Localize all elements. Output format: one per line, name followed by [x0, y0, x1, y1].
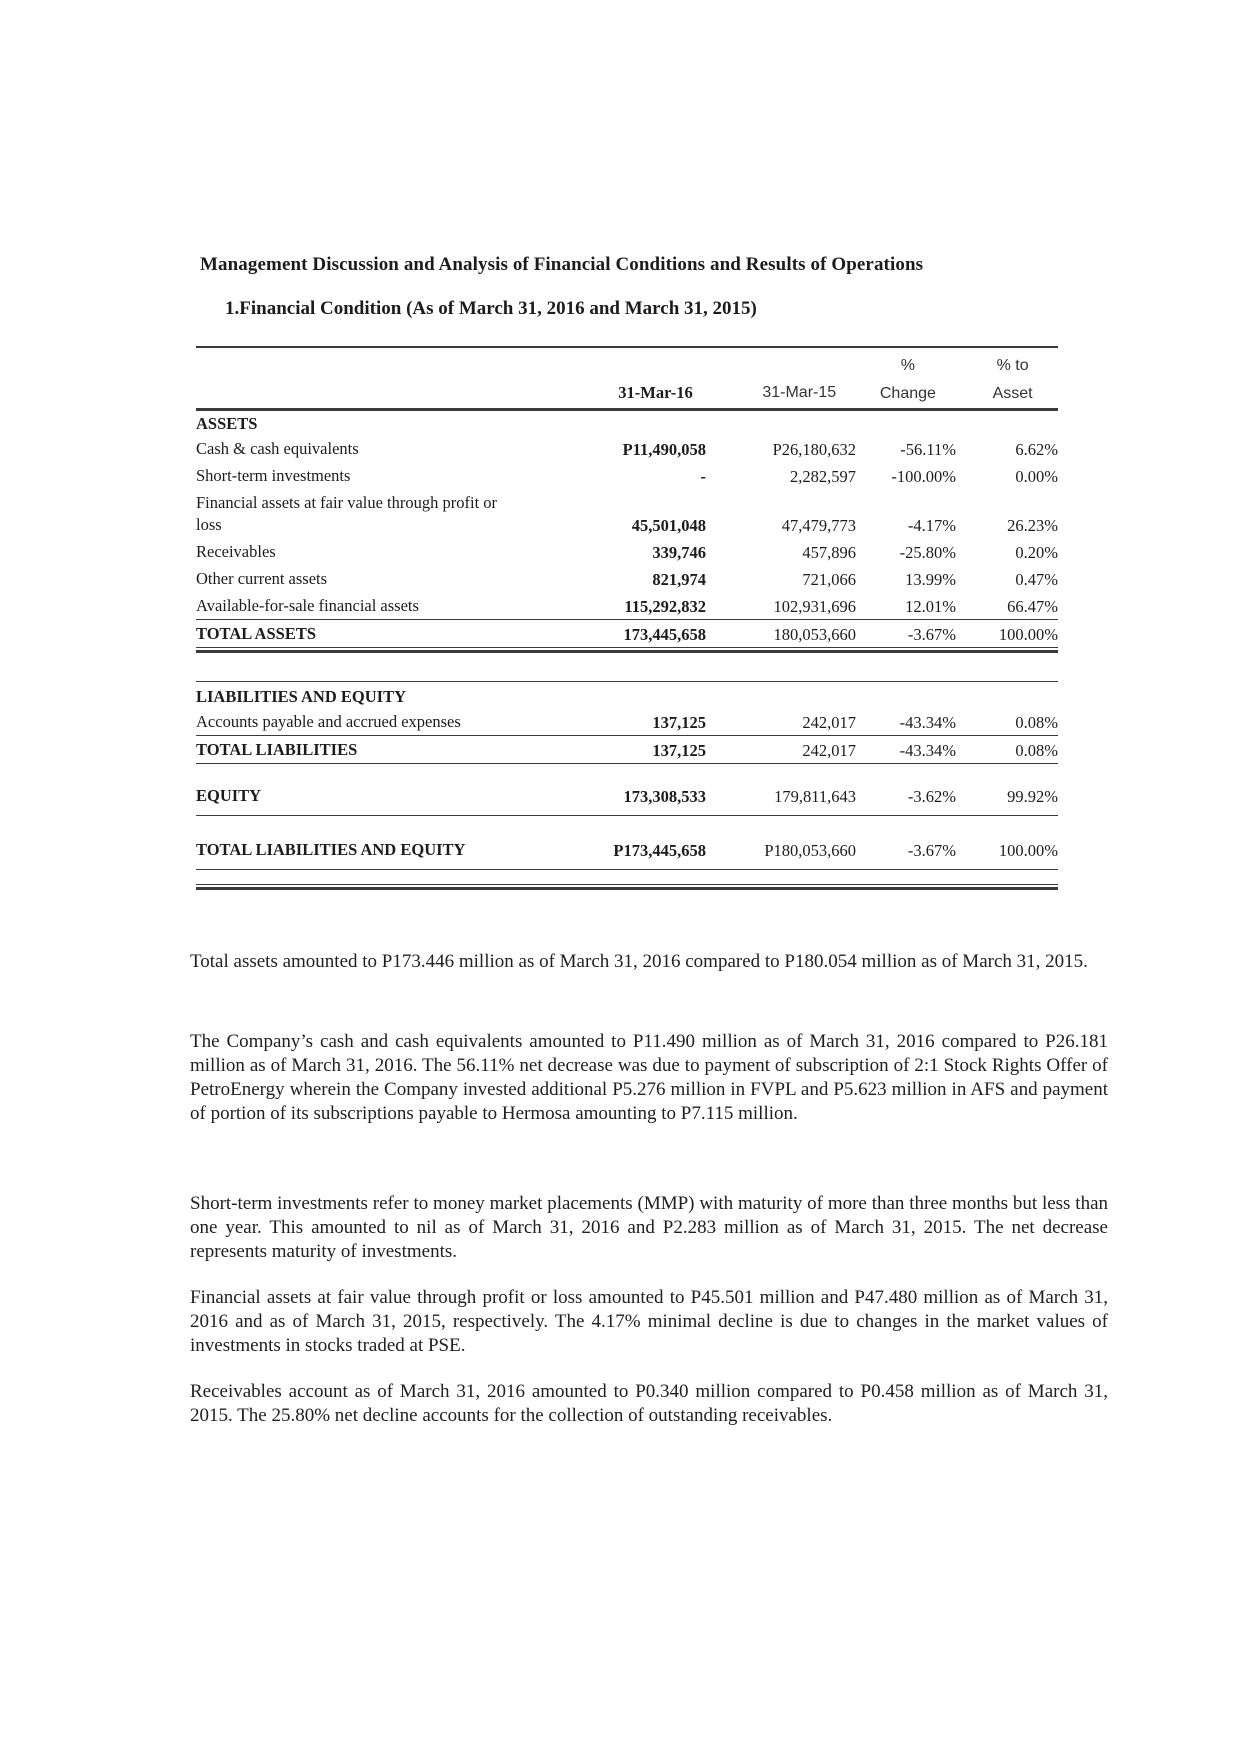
table-row: Other current assets 821,974 721,066 13.99% 0.47% — [196, 569, 1058, 589]
table-row: Receivables 339,746 457,896 -25.80% 0.20% — [196, 542, 1058, 562]
header-percent-to-asset: % to Asset — [992, 357, 1033, 402]
table-header-row — [196, 348, 1058, 408]
table-row: Available-for-sale financial assets 115,292,832 102,931,696 12.01% 66.47% — [196, 596, 1058, 616]
total-liabilities-equity-row: TOTAL LIABILITIES AND EQUITY P173,445,658 P180,053,660 -3.67% 100.00% — [196, 840, 1058, 860]
total-assets-row: TOTAL ASSETS 173,445,658 180,053,660 -3.67% 100.00% — [196, 624, 1058, 644]
header-31-mar-16: 31-Mar-16 — [618, 383, 693, 402]
page-title: Management Discussion and Analysis of Financial Conditions and Results of Operations — [200, 254, 924, 275]
table-row: Financial assets at fair value through profit or loss 45,501,048 47,479,773 -4.17% 26.23% — [196, 493, 1058, 535]
paragraph-short-term: Short-term investments refer to money market placements (MMP) with maturity of more than three months but less than one year. This amounted to nil as of March 31, 2016 and P2.283 million as of March 31, 2015. The net decrease represents maturity of investments. — [190, 1193, 1108, 1262]
table-row: Short-term investments - 2,282,597 -100.00% 0.00% — [196, 466, 1058, 486]
liabilities-heading-row — [196, 682, 1058, 708]
paragraph-total-assets: Total assets amounted to P173.446 million as of March 31, 2016 compared to P180.054 million as of March 31, 2015. — [190, 951, 1088, 972]
section-title: 1.Financial Condition (As of March 31, 2016 and March 31, 2015) — [225, 298, 757, 319]
paragraph-cash: The Company’s cash and cash equivalents amounted to P11.490 million as of March 31, 2016 compared to P26.181 million as of March 31, 2016. The 56.11% net decrease was due to payment of subscription of 2:1 Stock Rights Offer of PetroEnergy wherein the Company invested additional P5.276 million in FVPL and P5.623 million in AFS and payment of portion of its subscriptions payable to Hermosa amounting to P7.115 million. — [190, 1031, 1108, 1124]
header-31-mar-15: 31-Mar-15 — [762, 384, 837, 401]
assets-heading: ASSETS — [196, 414, 258, 433]
financial-condition-table — [196, 346, 1058, 890]
paragraph-receivables: Receivables account as of March 31, 2016 amounted to P0.340 million compared to P0.458 million as of March 31, 2015. The 25.80% net decline accounts for the collection of outstanding receivables. — [190, 1381, 1108, 1426]
assets-heading-row — [196, 411, 1058, 435]
header-percent-change: % Change — [879, 357, 936, 402]
liabilities-heading: LIABILITIES AND EQUITY — [196, 687, 406, 706]
table-row: Accounts payable and accrued expenses 137,125 242,017 -43.34% 0.08% — [196, 712, 1058, 732]
equity-row: EQUITY 173,308,533 179,811,643 -3.62% 99.92% — [196, 786, 1058, 806]
total-liabilities-row: TOTAL LIABILITIES 137,125 242,017 -43.34% 0.08% — [196, 740, 1058, 760]
paragraph-fvpl: Financial assets at fair value through profit or loss amounted to P45.501 million and P47.480 million as of March 31, 2016 and as of March 31, 2015, respectively. The 4.17% minimal decline is due to changes in the market values of investments in stocks traded at PSE. — [190, 1287, 1108, 1356]
table-row: Cash & cash equivalents P11,490,058 P26,180,632 -56.11% 6.62% — [196, 439, 1058, 459]
